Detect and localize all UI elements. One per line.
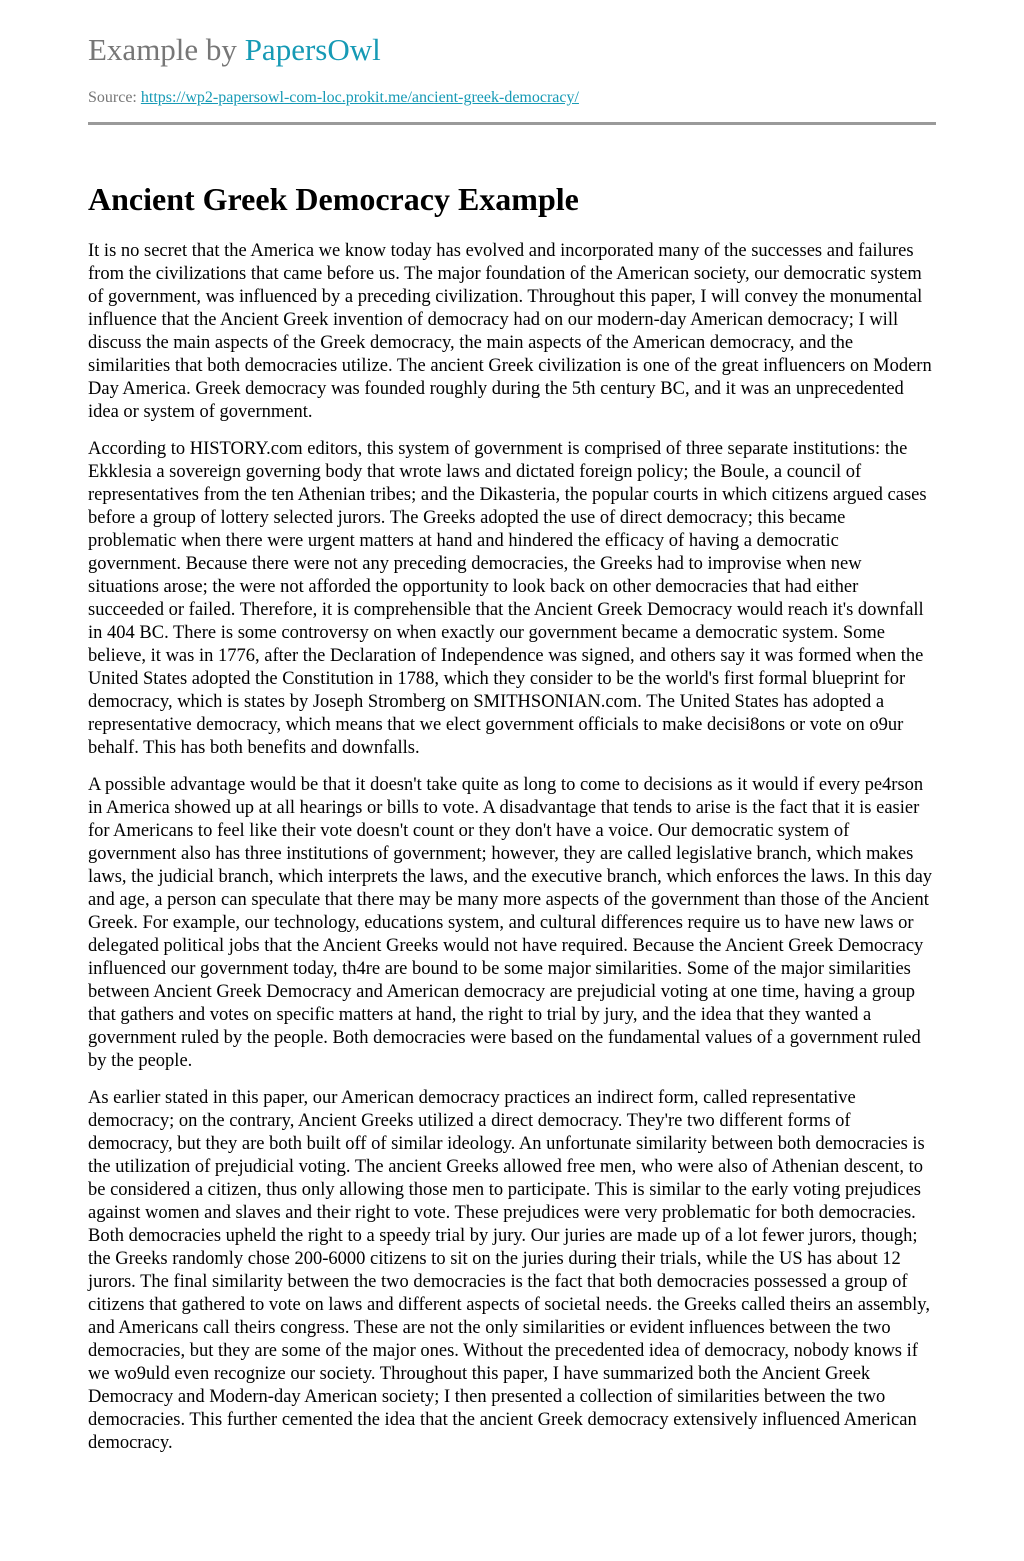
paragraph-2: According to HISTORY.com editors, this system of government is comprised of three separate institutions: the Ekklesia a sovereign governing body that wrote laws and dictated foreign policy; the Boule, a council of representatives from the ten Athenian tribes; and the Dikasteria, the popular courts in which citizens argued cases before a group of lottery selected jurors. The Greeks adopted the use of direct democracy; this became problematic when there were urgent matters at hand and hindered the efficacy of having a democratic government. Because there were not any preceding democracies, the Greeks had to improvise when new situations arose; the were not afforded the opportunity to look back on other democracies that had either succeeded or failed. Therefore, it is comprehensible that the Ancient Greek Democracy would reach it's downfall in 404 BC. There is some controversy on when exactly our government became a democratic system. Some believe, it was in 1776, after the Declaration of Independence was signed, and others say it was formed when the United States adopted the Constitution in 1788, which they consider to be the world's first formal blueprint for democracy, which is states by Joseph Stromberg on SMITHSONIAN.com. The United States has adopted a representative democracy, which means that we elect government officials to make decisi8ons or vote on o9ur behalf. This has both benefits and downfalls. [88, 439, 927, 758]
header-divider [88, 122, 936, 125]
brand-header [88, 30, 381, 70]
source-link[interactable]: https://wp2-papersowl-com-loc.prokit.me/ancient-greek-democracy/ [140, 89, 579, 106]
source-line [88, 87, 579, 109]
paragraph-1: It is no secret that the America we know today has evolved and incorporated many of the successes and failures from the civilizations that came before us. The major foundation of the American society, our democratic system of government, was influenced by a preceding civilization. Throughout this paper, I will convey the monumental influence that the Ancient Greek invention of democracy had on our modern-day American democracy; I will discuss the main aspects of the Greek democracy, the main aspects of the American democracy, and the similarities that both democracies utilize. The ancient Greek civilization is one of the great influencers on Modern Day America. Greek democracy was founded roughly during the 5th century BC, and it was an unprecedented idea or system of government. [88, 241, 932, 422]
brand-prefix: Example by [88, 32, 237, 67]
brand-name[interactable]: PapersOwl [244, 32, 381, 67]
page-title: Ancient Greek Democracy Example [88, 181, 579, 217]
essay-body [88, 240, 936, 1469]
source-label: Source: [88, 89, 137, 106]
paragraph-4: As earlier stated in this paper, our American democracy practices an indirect form, called representative democracy; on the contrary, Ancient Greeks utilized a direct democracy. They're two different forms of democracy, but they are both built off of similar ideology. An unfortunate similarity between both democracies is the utilization of prejudicial voting. The ancient Greeks allowed free men, who were also of Athenian descent, to be considered a citizen, thus only allowing those men to participate. This is similar to the early voting prejudices against women and slaves and their right to vote. These prejudices were very problematic for both democracies. Both democracies upheld the right to a speedy trial by jury. Our juries are made up of a lot fewer jurors, though; the Greeks randomly chose 200-6000 citizens to sit on the juries during their trials, while the US has about 12 jurors. The final similarity between the two democracies is the fact that both democracies possessed a group of citizens that gathered to vote on laws and different aspects of societal needs. the Greeks called theirs an assembly, and Americans call theirs congress. These are not the only similarities or evident influences between the two democracies, but they are some of the major ones. Without the precedented idea of democracy, nobody knows if we wo9uld even recognize our society. Throughout this paper, I have summarized both the Ancient Greek Democracy and Modern-day American society; I then presented a collection of similarities between the two democracies. This further cemented the idea that the ancient Greek democracy extensively influenced American democracy. [88, 1088, 930, 1453]
paragraph-3: A possible advantage would be that it doesn't take quite as long to come to decisions as it would if every pe4rson in America showed up at all hearings or bills to vote. A disadvantage that tends to arise is the fact that it is easier for Americans to feel like their vote doesn't count or they don't have a voice. Our democratic system of government also has three institutions of government; however, they are called legislative branch, which makes laws, the judicial branch, which interprets the laws, and the executive branch, which enforces the laws. In this day and age, a person can speculate that there may be many more aspects of the government than those of the Ancient Greek. For example, our technology, educations system, and cultural differences require us to have new laws or delegated political jobs that the Ancient Greeks would not have required. Because the Ancient Greek Democracy influenced our government today, th4re are bound to be some major similarities. Some of the major similarities between Ancient Greek Democracy and American democracy are prejudicial voting at one time, having a group that gathers and votes on specific matters at hand, the right to trial by jury, and the idea that they wanted a government ruled by the people. Both democracies were based on the fundamental values of a government ruled by the people. [88, 775, 933, 1071]
